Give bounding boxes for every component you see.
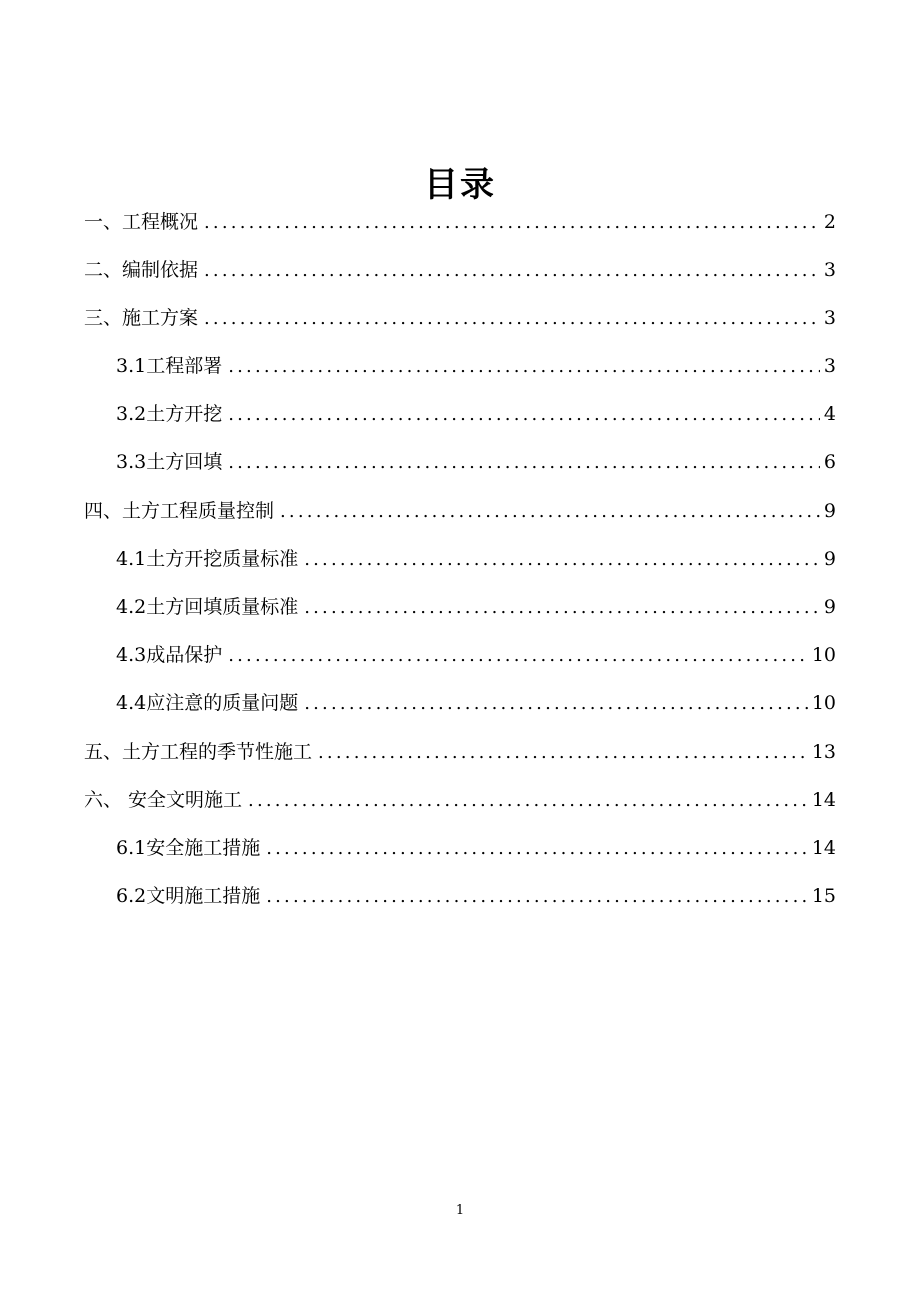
- toc-entry-text: 6.2文明施工措施: [116, 885, 261, 907]
- toc-entry[interactable]: [116, 545, 836, 573]
- toc-entry-page: 9: [823, 596, 836, 618]
- toc-entry-text: 四、土方工程质量控制: [84, 500, 275, 522]
- toc-entry-text: 3.3土方回填: [116, 451, 223, 473]
- toc-entry-text: 二、编制依据: [84, 259, 199, 281]
- toc-dot-leader: [248, 787, 808, 815]
- toc-dot-leader: [318, 739, 808, 767]
- toc-entry-page: 3: [823, 259, 836, 281]
- toc-entry[interactable]: [116, 882, 836, 910]
- toc-entry-text: 3.1工程部署: [116, 355, 223, 377]
- page-number: 1: [455, 1203, 465, 1218]
- toc-dot-leader: [304, 594, 820, 622]
- toc-entry-text: 3.2土方开挖: [116, 403, 223, 425]
- toc-entry-text: 五、土方工程的季节性施工: [84, 741, 313, 763]
- toc-entry-page: 3: [823, 355, 836, 377]
- toc-dot-leader: [228, 449, 820, 477]
- toc-dot-leader: [228, 401, 820, 429]
- toc-entry-page: 9: [823, 500, 836, 522]
- toc-dot-leader: [204, 209, 820, 237]
- toc-entry-text: 4.1土方开挖质量标准: [116, 548, 299, 570]
- toc-dot-leader: [204, 305, 820, 333]
- toc-entry[interactable]: [116, 834, 836, 862]
- toc-dot-leader: [304, 690, 808, 718]
- toc-entry-text: 三、施工方案: [84, 307, 199, 329]
- toc-dot-leader: [266, 883, 808, 911]
- toc-entry[interactable]: [84, 256, 836, 284]
- toc-entry-page: 14: [811, 789, 836, 811]
- toc-dot-leader: [204, 257, 820, 285]
- toc-entry-page: 4: [823, 403, 836, 425]
- toc-entry-text: 4.3成品保护: [116, 644, 223, 666]
- toc-entry-text: 6.1安全施工措施: [116, 837, 261, 859]
- toc-dot-leader: [228, 642, 808, 670]
- toc-entry[interactable]: [84, 497, 836, 525]
- toc-dot-leader: [280, 498, 820, 526]
- toc-entry-page: 2: [823, 211, 836, 233]
- toc-entry[interactable]: [116, 448, 836, 476]
- toc-entry[interactable]: [84, 786, 836, 814]
- toc-entry-text: 4.2土方回填质量标准: [116, 596, 299, 618]
- toc-entry-page: 10: [811, 644, 836, 666]
- toc-dot-leader: [304, 546, 820, 574]
- toc-entry-page: 10: [811, 692, 836, 714]
- toc-entry[interactable]: [116, 400, 836, 428]
- toc-dot-leader: [266, 835, 808, 863]
- toc-entry[interactable]: [116, 352, 836, 380]
- toc-entry-page: 6: [823, 451, 836, 473]
- toc-entry-text: 六、 安全文明施工: [84, 789, 243, 811]
- toc-entry-page: 15: [811, 885, 836, 907]
- toc-entry[interactable]: [116, 689, 836, 717]
- toc-entry-page: 14: [811, 837, 836, 859]
- toc-entry[interactable]: [84, 304, 836, 332]
- toc-entry[interactable]: [116, 593, 836, 621]
- toc-entry[interactable]: [84, 208, 836, 236]
- toc-title: 目录: [424, 165, 496, 205]
- toc-entry-text: 一、工程概况: [84, 211, 199, 233]
- toc-entry-page: 9: [823, 548, 836, 570]
- toc-entry[interactable]: [116, 641, 836, 669]
- toc-entry-text: 4.4应注意的质量问题: [116, 692, 299, 714]
- toc-entry-page: 3: [823, 307, 836, 329]
- toc-dot-leader: [228, 353, 820, 381]
- toc-entry[interactable]: [84, 738, 836, 766]
- toc-entry-page: 13: [811, 741, 836, 763]
